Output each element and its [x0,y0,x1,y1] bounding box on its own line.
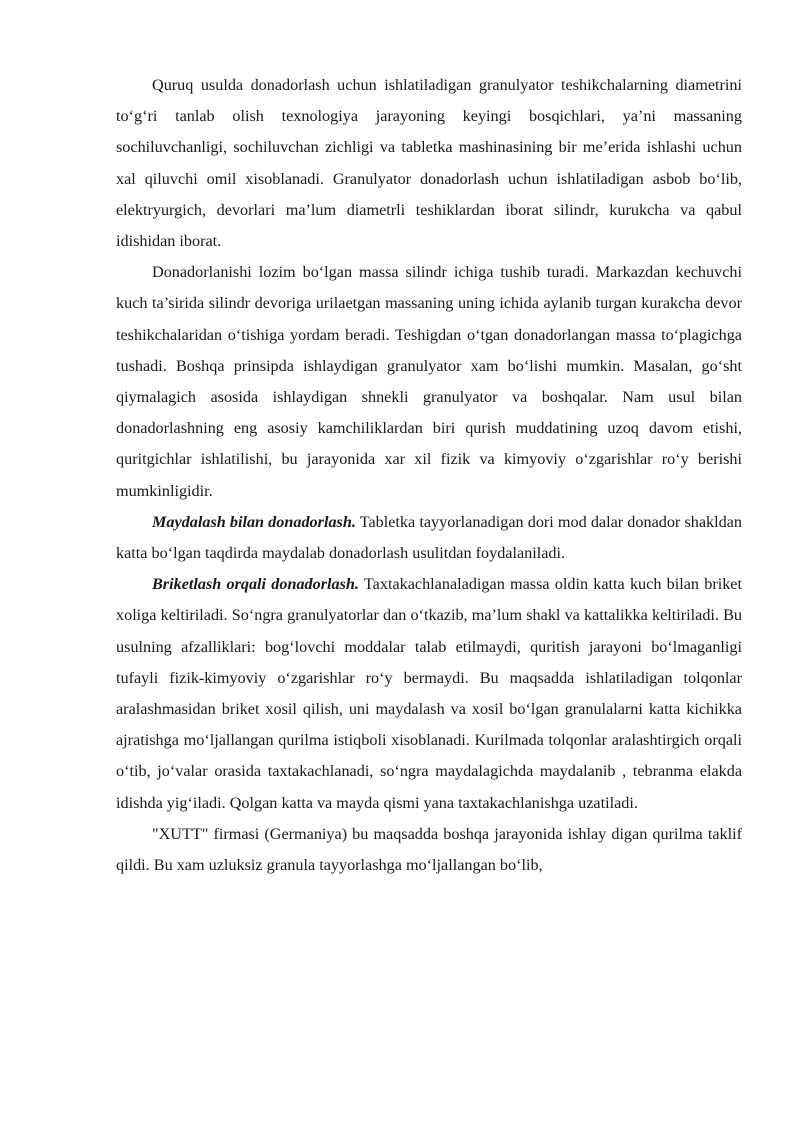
paragraph-text: "XUTT" firmasi (Germaniya) bu maqsadda boshqa jarayonida ishlay digan qurilma taklif qildi. Bu xam uzluksiz granula tayyorlashga mo‘ljallangan bo‘lib, [116,824,742,875]
section-heading-briketlash: Briketlash orqali donadorlash. [152,575,359,594]
section-heading-maydalash: Maydalash bilan donadorlash. [152,512,356,531]
document-page [116,70,742,881]
paragraph-briquetting-granulation [116,569,742,819]
paragraph-text: Taxtakachlanaladigan massa oldin katta kuch bilan briket xoliga keltiriladi. So‘ngra granulyatorlar dan o‘tkazib, ma’lum shakl va kattalikka keltiriladi. Bu usulning afzalliklari: bog‘lovchi moddalar talab etilmaydi, quritish jarayoni bo‘lmaganligi tufayli fizik-kimyoviy o‘zgarishlar ro‘y bermaydi. Bu maqsadda ishlatiladigan tolqonlar aralashmasidan briket xosil qilish, uni maydalash va xosil bo‘lgan granulalarni katta kichikka ajratishga mo‘ljallangan qurilma istiqboli xisoblanadi. Kurilmada tolqonlar aralashtirgich orqali o‘tib, jo‘valar orasida taxtakachlanadi, so‘ngra maydalagichda maydalanib , tebranma elakda idishda yig‘iladi. Qolgan katta va mayda qismi yana taxtakachlanishga uzatiladi. [116,575,742,812]
paragraph-granulation-process [116,257,742,507]
paragraph-crushing-granulation [116,507,742,569]
paragraph-text: Tabletka tayyorlanadigan dori mod dalar donador shakldan katta bo‘lgan taqdirda maydalab donadorlash usulitdan foydalaniladi. [116,512,742,563]
paragraph-text: Quruq usulda donadorlash uchun ishlatiladigan granulyator teshikchalarning diametrini to‘g‘ri tanlab olish texnologiya jarayoning keyingi bosqichlari, ya’ni massaning sochiluvchanligi, sochiluvchan zichligi va tabletka mashinasining bir me’erida ishlashi uchun xal qiluvchi omil xisoblanadi. Granulyator donadorlash uchun ishlatiladigan asbob bo‘lib, elektryurgich, devorlari ma’lum diametrli teshiklardan iborat silindr, kurukcha va qabul idishidan iborat. [116,76,742,251]
paragraph-xutt-firm [116,819,742,881]
paragraph-granulator-diameter [116,70,742,257]
paragraph-text: Donadorlanishi lozim bo‘lgan massa silindr ichiga tushib turadi. Markazdan kechuvchi kuch ta’sirida silindr devoriga urilaetgan massaning uning ichida aylanib turgan kurakcha devor teshikchalaridan o‘tishiga yordam beradi. Teshigdan o‘tgan donadorlangan massa to‘plagichga tushadi. Boshqa prinsipda ishlaydigan granulyator xam bo‘lishi mumkin. Masalan, go‘sht qiymalagich asosida ishlaydigan shnekli granulyator va boshqalar. Nam usul bilan donadorlashning eng asosiy kamchiliklardan biri qurish muddatining uzoq davom etishi, quritgichlar ishlatilishi, bu jarayonida xar xil fizik va kimyoviy o‘zgarishlar ro‘y berishi mumkinligidir. [116,263,742,500]
